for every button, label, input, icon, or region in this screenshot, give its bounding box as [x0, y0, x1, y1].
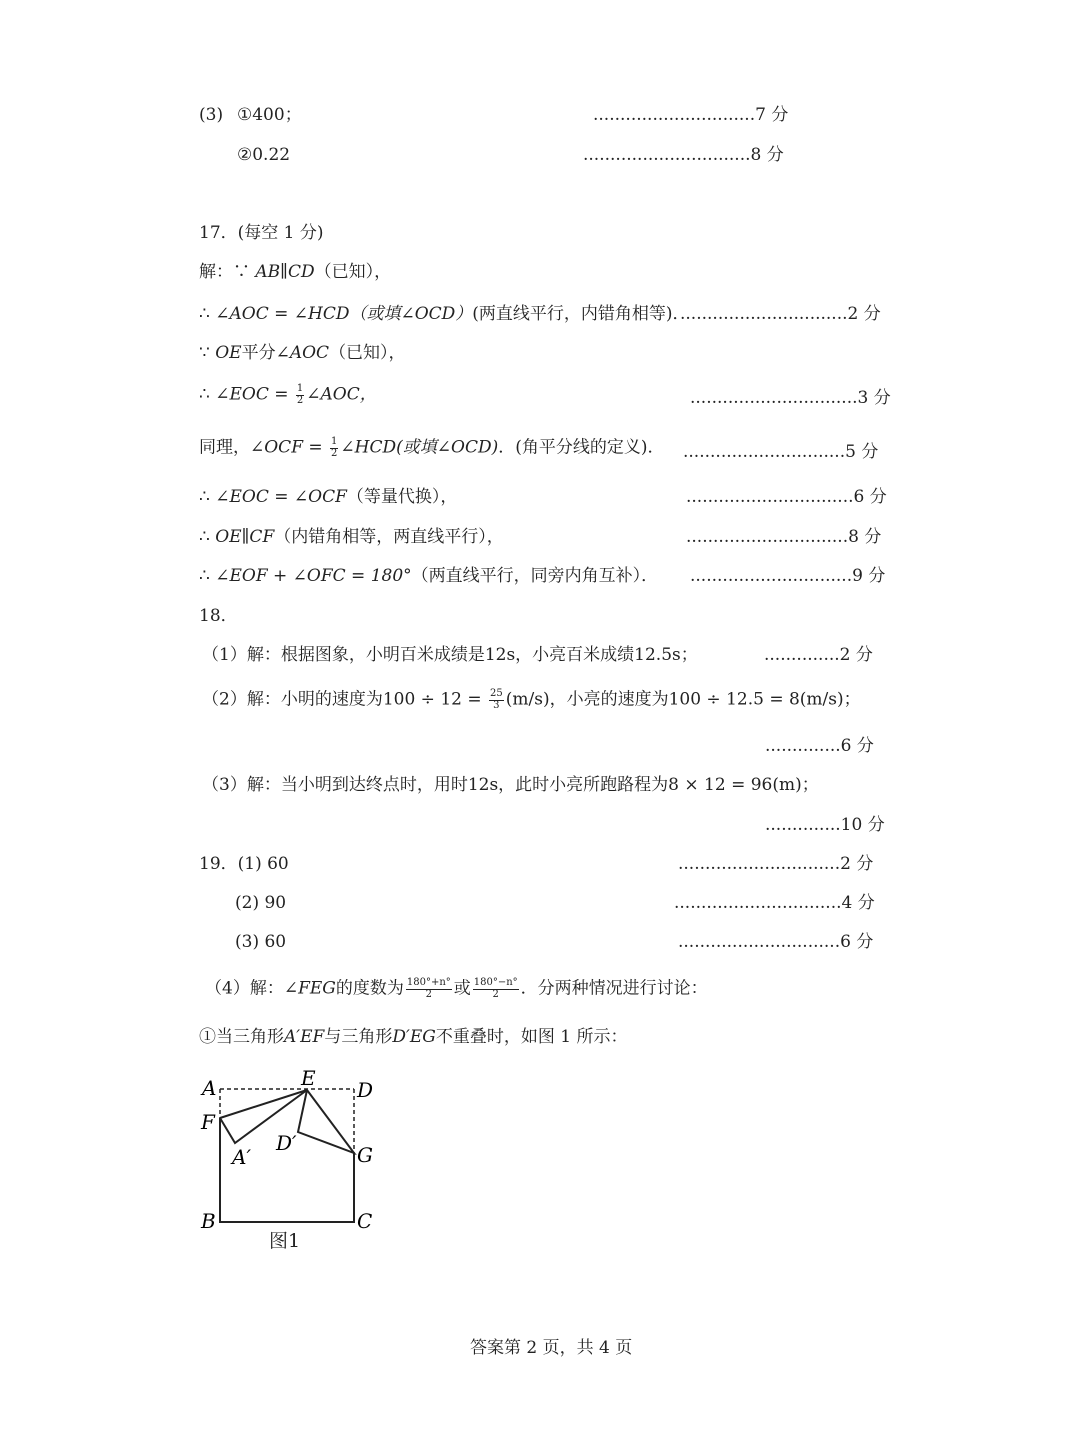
q19-answer-1: 19．(1) 60 [199, 854, 289, 874]
fraction-plus: $\frac{180^\circ+n^\circ}{2}$ [406, 977, 451, 1000]
q18-part-3: （3）解：当小明到达终点时，用时12s，此时小亮所跑路程为8 × 12 = 96(m)； [202, 775, 819, 795]
q18-header: 18． [199, 606, 238, 626]
q17-line-7-score: ..............................8 分 [686, 527, 882, 547]
q19-answer-3-score: ..............................6 分 [678, 932, 874, 952]
q19-part-4: （4）解：∠FEG的度数为 $\frac{180^\circ+n^\circ}{2}$ 或 $\frac{180^\circ-n^\circ}{2}$ ．分两种情况进行讨论： [205, 977, 708, 1000]
q19-answer-1-score: ..............................2 分 [678, 854, 874, 874]
q17-line-5-score: ..............................5 分 [683, 442, 879, 462]
q17-line-6: ∴ ∠EOC = ∠OCF（等量代换）， [199, 487, 458, 507]
label-f: F [201, 1110, 215, 1134]
page-footer: 答案第 2 页，共 4 页 [470, 1338, 633, 1358]
figure-caption: 图1 [269, 1230, 301, 1252]
fraction-minus: $\frac{180^\circ-n^\circ}{2}$ [473, 977, 518, 1000]
q16-answer-1-score: ..............................7 分 [593, 105, 789, 125]
q19-answer-3: (3) 60 [235, 932, 287, 952]
fraction-half: $\frac{1}{2}$ [296, 383, 304, 406]
q19-answer-2-score: ...............................4 分 [674, 893, 875, 913]
q18-part-1: （1）解：根据图象，小明百米成绩是12s，小亮百米成绩12.5s； [202, 645, 698, 665]
q16-answer-2: ②0.22 [237, 145, 291, 165]
label-a: A [202, 1076, 217, 1100]
q18-part-1-score: ..............2 分 [764, 645, 873, 665]
label-a-prime: A′ [232, 1145, 251, 1169]
q16-answer-1: ①400； [237, 105, 302, 125]
q17-line-4: ∴ ∠EOC = $\frac{1}{2}$ ∠AOC， [199, 383, 377, 406]
q18-part-3-score: ..............10 分 [765, 815, 885, 835]
label-d-prime: D′ [276, 1131, 297, 1155]
q17-line-2: ∴ ∠AOC = ∠HCD（或填∠OCD）(两直线平行，内错角相等)． [199, 304, 690, 324]
q16-part3-label: (3) [199, 105, 224, 125]
label-d: D [357, 1078, 374, 1102]
q17-line-2-score: ...............................2 分 [680, 304, 881, 324]
q17-line-1: 解：∵ AB∥CD（已知）， [199, 262, 392, 282]
label-c: C [357, 1209, 373, 1233]
fraction-25-3: $\frac{25}{3}$ [490, 688, 503, 711]
q19-answer-2: (2) 90 [235, 893, 287, 913]
label-g: G [357, 1143, 373, 1167]
q17-line-7: ∴ OE∥CF（内错角相等，两直线平行）， [199, 527, 504, 547]
q17-line-8: ∴ ∠EOF + ∠OFC = 180°（两直线平行，同旁内角互补）． [199, 566, 659, 586]
q17-header: 17．(每空 1 分) [199, 223, 324, 243]
label-b: B [201, 1209, 216, 1233]
q18-part-2-score: ..............6 分 [765, 736, 874, 756]
q17-line-4-score: ...............................3 分 [690, 388, 891, 408]
triangle-edg [298, 1090, 354, 1153]
q18-part-2: （2）解：小明的速度为100 ÷ 12 = $\frac{25}{3}$ (m/s)，小亮的速度为100 ÷ 12.5 = 8(m/s)； [202, 688, 861, 711]
q17-line-3: ∵ OE平分∠AOC（已知）， [199, 343, 406, 363]
q19-case-1: ①当三角形A′EF与三角形D′EG不重叠时，如图 1 所示： [199, 1027, 628, 1047]
q17-line-5: 同理，∠OCF = $\frac{1}{2}$ ∠HCD(或填∠OCD)．(角平分线的定义)． [199, 436, 665, 459]
label-e: E [301, 1066, 316, 1090]
q17-line-8-score: ..............................9 分 [690, 566, 886, 586]
q16-answer-2-score: ...............................8 分 [583, 145, 784, 165]
fraction-half: $\frac{1}{2}$ [331, 436, 338, 459]
q17-line-6-score: ...............................6 分 [686, 487, 887, 507]
